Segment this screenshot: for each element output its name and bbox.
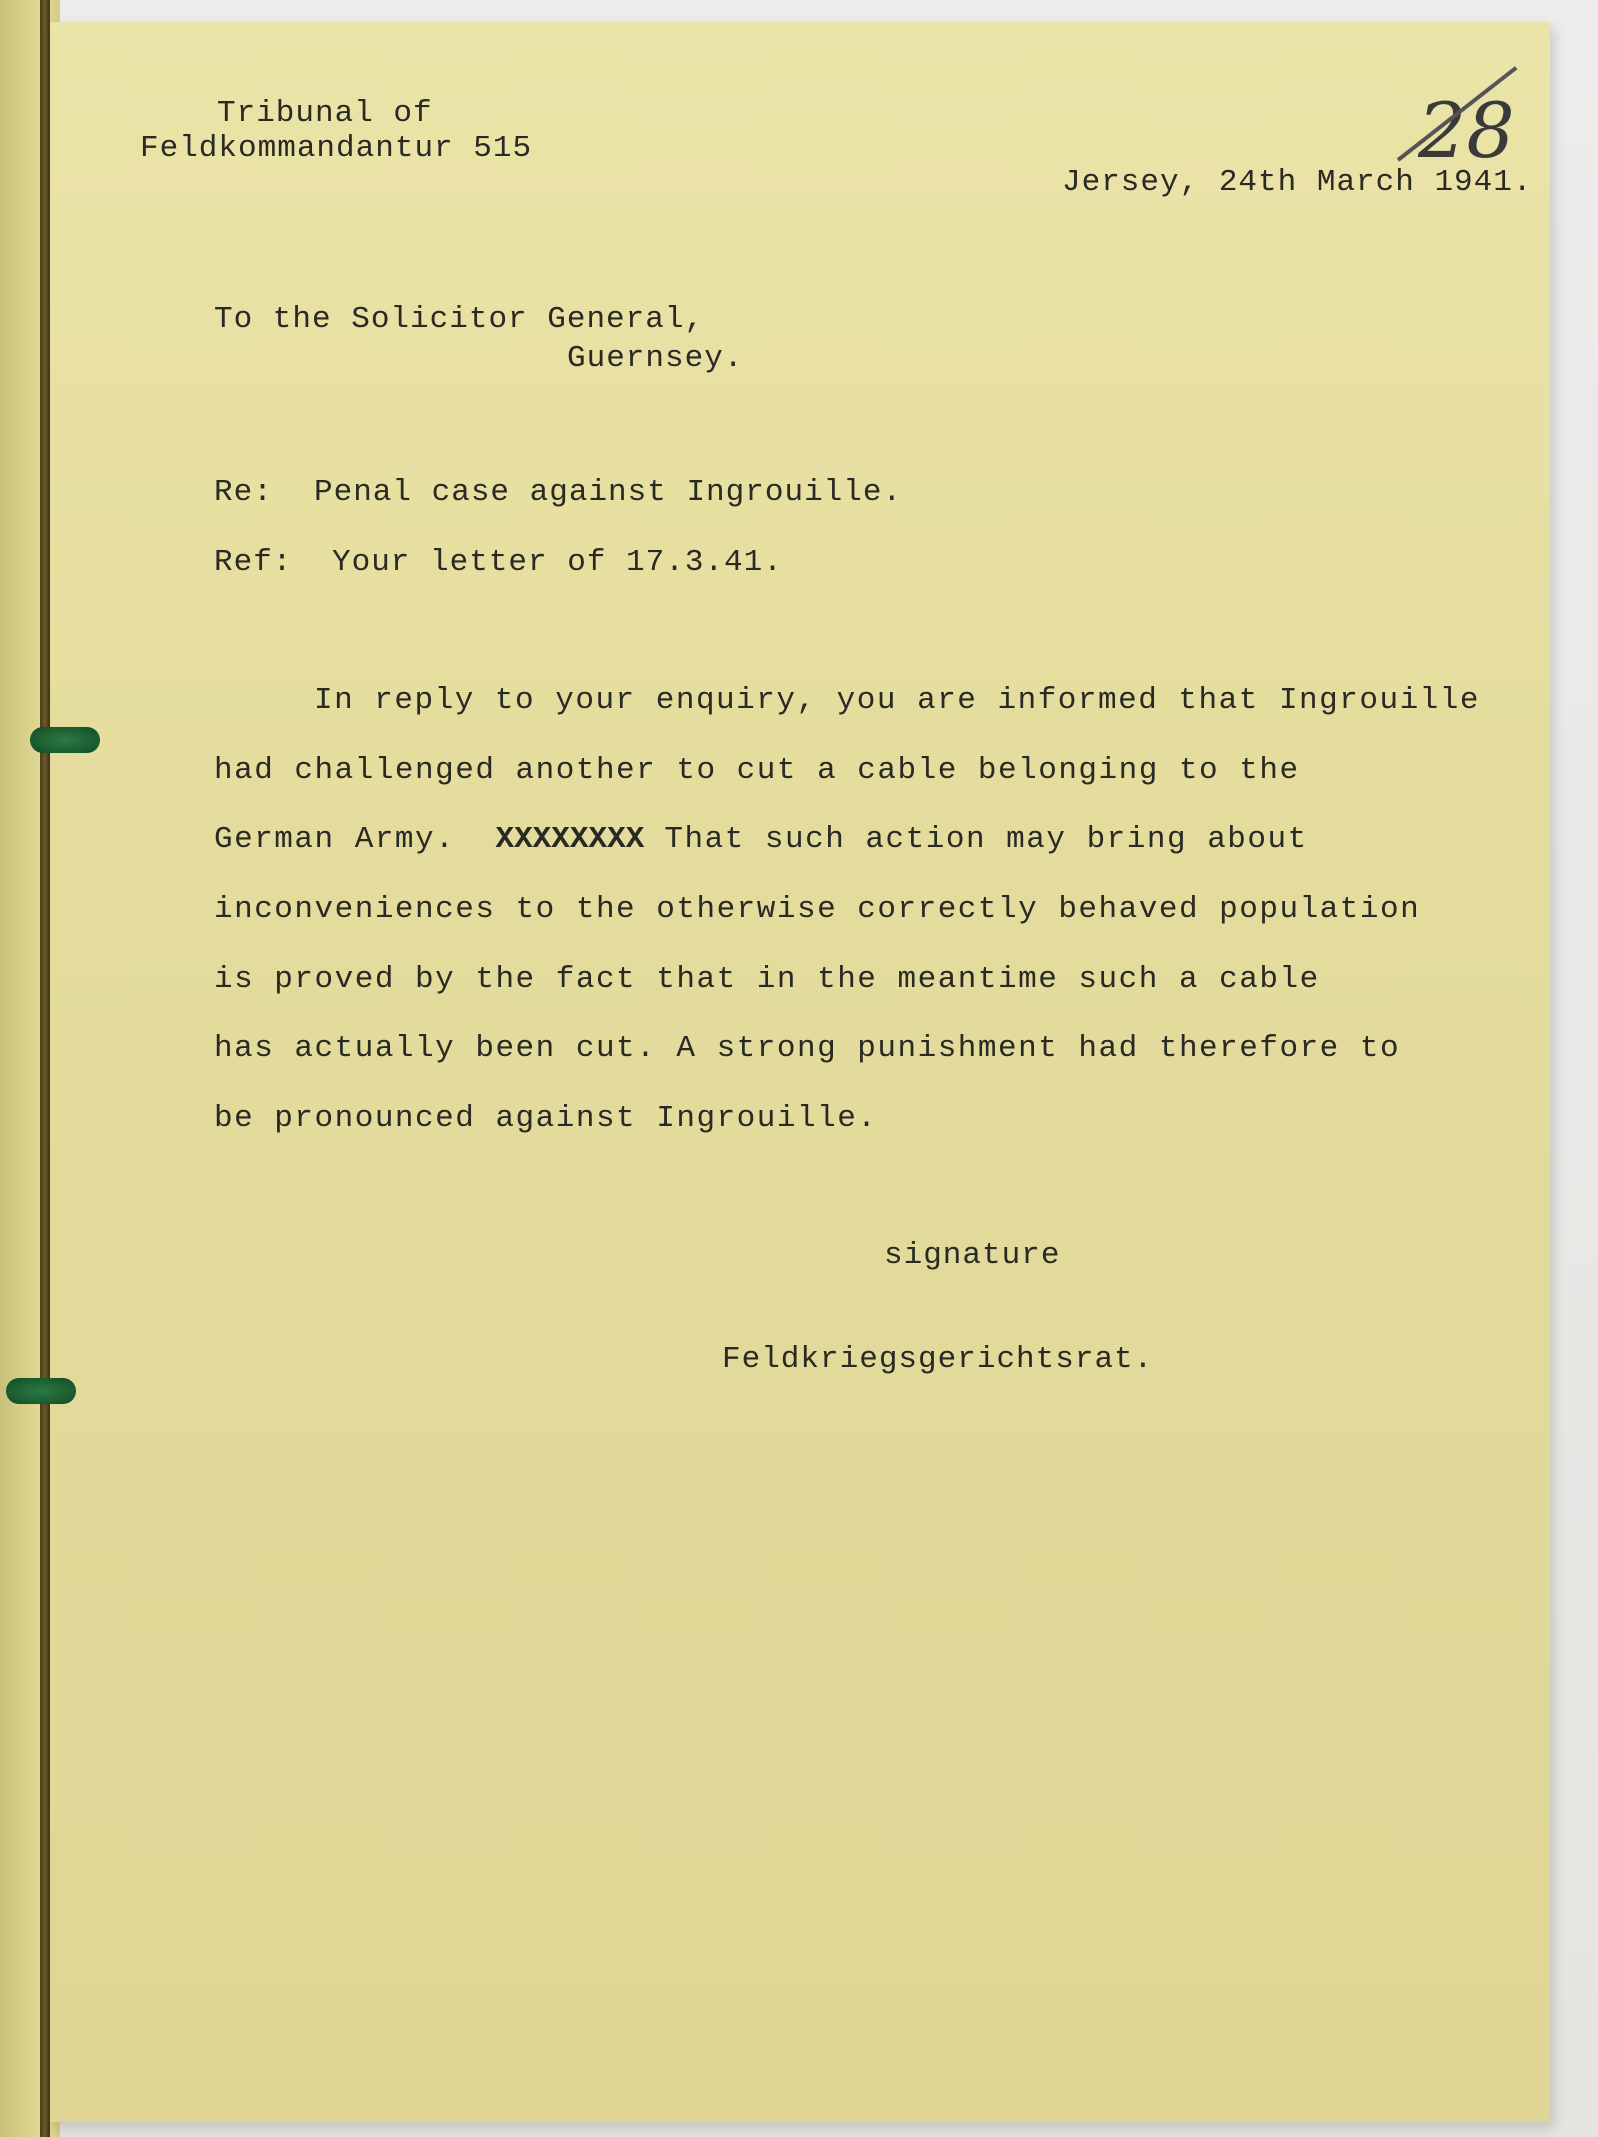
signatory-title: Feldkriegsgerichtsrat. — [722, 1342, 1154, 1377]
letterhead-line-2: Feldkommandantur 515 — [140, 131, 533, 166]
letter-page — [50, 22, 1550, 2122]
folio-number: 28 — [1418, 86, 1515, 175]
letterhead-line-1: Tribunal of — [217, 96, 433, 131]
ref-label: Ref: — [214, 545, 293, 580]
body-line-1: In reply to your enquiry, you are informed that Ingrouille — [314, 683, 1480, 718]
binding-thread-top — [30, 727, 100, 753]
binder-spine — [40, 0, 50, 2137]
body-line-3-start: German Army. — [214, 822, 456, 857]
body-line-2: had challenged another to cut a cable belonging to the — [214, 753, 1300, 788]
recipient-line-2: Guernsey. — [567, 341, 744, 376]
body-line-7: be pronounced against Ingrouille. — [214, 1101, 878, 1136]
re-text: Penal case against Ingrouille. — [314, 475, 903, 510]
body-line-3-end: That such action may bring about — [664, 822, 1308, 857]
binding-thread-bottom — [6, 1378, 76, 1404]
re-label: Re: — [214, 475, 273, 510]
struck-out-text: XXXXXXXX — [495, 822, 645, 857]
body-line-6: has actually been cut. A strong punishment had therefore to — [214, 1031, 1401, 1066]
body-line-5: is proved by the fact that in the meantime such a cable — [214, 962, 1320, 997]
body-line-3 — [214, 822, 1308, 857]
recipient-line-1: To the Solicitor General, — [214, 302, 705, 337]
signature-placeholder: signature — [884, 1238, 1061, 1273]
date-line: Jersey, 24th March 1941. — [1062, 165, 1533, 200]
body-line-4: inconveniences to the otherwise correctly behaved population — [214, 892, 1421, 927]
ref-text: Your letter of 17.3.41. — [332, 545, 783, 580]
